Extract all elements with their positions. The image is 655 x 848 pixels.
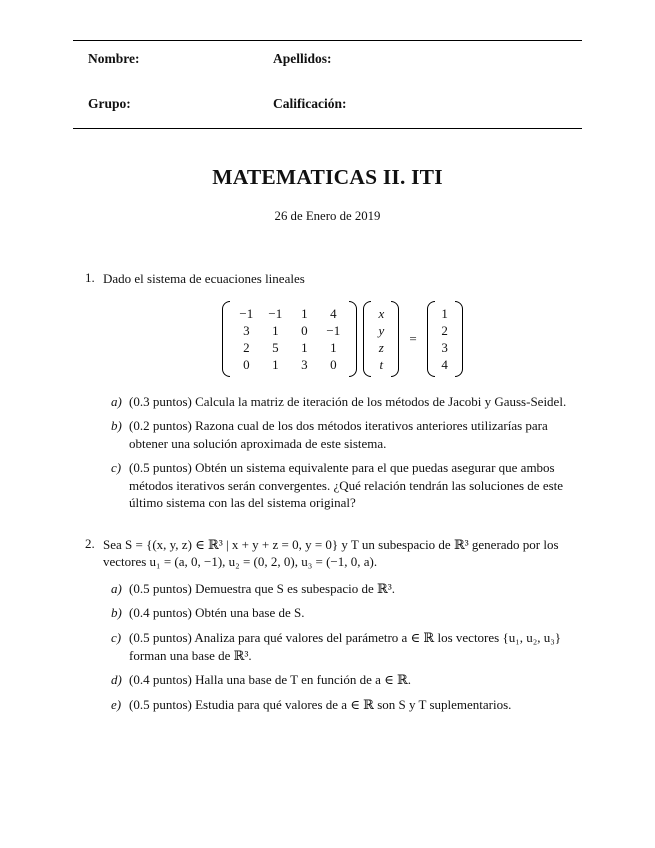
item-label: b) — [111, 418, 122, 434]
coefficient-matrix — [230, 301, 349, 377]
problem-2-intro: Sea S = {(x, y, z) ∈ ℝ³ | x + y + z = 0, y = 0} y T un subespacio de ℝ³ generado por los vectores u₁ = (a, 0, −1), u₂ = (0, 2, 0), u₃ = (−1, 0, a). — [103, 536, 559, 570]
matrix-cell: 3 — [301, 356, 308, 372]
list-item — [103, 696, 582, 714]
item-label: c) — [111, 630, 122, 646]
vector-cell: 2 — [441, 322, 448, 338]
vector-cell: z — [378, 339, 384, 355]
header-row-1 — [88, 51, 567, 67]
item-text: (0.5 puntos) Demuestra que S es subespacio de ℝ³. — [129, 580, 395, 596]
item-label: b) — [111, 605, 122, 621]
item-text: (0.2 puntos) Razona cual de los dos métodos iterativos anteriores utilizarías para obtener una solución aproximada de este sistema. — [129, 418, 548, 451]
list-item — [103, 671, 582, 689]
list-item — [103, 604, 582, 622]
list-item — [103, 580, 582, 598]
matrix-cell: 1 — [301, 339, 308, 355]
problem-2 — [73, 536, 582, 720]
matrix-right-paren — [349, 301, 357, 377]
problem-2-body — [103, 536, 582, 720]
problem-1-intro: Dado el sistema de ecuaciones lineales — [103, 271, 305, 286]
problem-2-number: 2. — [85, 535, 95, 551]
matrix-cell: 3 — [243, 322, 250, 338]
item-text: (0.4 puntos) Halla una base de T en función de a ∈ ℝ. — [129, 672, 412, 688]
header-row-2 — [88, 96, 567, 112]
problem-list — [73, 270, 582, 720]
rhs-right-paren — [455, 301, 463, 377]
item-label: a) — [111, 580, 122, 596]
matrix-cell: 2 — [243, 339, 250, 355]
matrix-cell: 0 — [243, 356, 250, 372]
apellidos-label: Apellidos: — [273, 51, 332, 66]
item-text: (0.5 puntos) Analiza para qué valores del parámetro a ∈ ℝ los vectores {u₁, u₂, u₃} forman una base de ℝ³. — [129, 630, 562, 663]
rhs-left-paren — [427, 301, 435, 377]
item-text: (0.5 puntos) Estudia para qué valores de a ∈ ℝ son S y T suplementarios. — [129, 696, 512, 712]
matrix-cell: 1 — [330, 339, 337, 355]
equals-sign: = — [409, 330, 417, 346]
vector-cell: 4 — [441, 356, 448, 372]
item-label: c) — [111, 460, 122, 476]
problem-1-items — [103, 393, 582, 512]
problem-1-body — [103, 270, 582, 519]
unknowns-right-paren — [391, 301, 399, 377]
matrix-cell: 1 — [272, 322, 279, 338]
nombre-label: Nombre: — [88, 51, 140, 66]
matrix-left-paren — [222, 301, 230, 377]
matrix-cell: −1 — [239, 305, 254, 321]
problem-1-number: 1. — [85, 270, 95, 285]
matrix-cell: 0 — [330, 356, 337, 372]
header-bottom-rule — [73, 128, 582, 129]
matrix-cell: −1 — [326, 322, 341, 338]
vector-cell: 1 — [441, 305, 448, 321]
rhs-vector — [435, 301, 455, 377]
problem-1 — [73, 270, 582, 519]
vector-cell: x — [378, 305, 385, 321]
problem-2-items — [103, 580, 582, 713]
item-label: d) — [111, 672, 122, 688]
matrix-cell: 0 — [301, 322, 308, 338]
matrix-cell: −1 — [268, 305, 283, 321]
matrix-equation — [103, 301, 582, 377]
page-title: MATEMATICAS II. ITI — [212, 165, 443, 189]
list-item — [103, 417, 582, 452]
exam-header — [73, 41, 582, 128]
grupo-label: Grupo: — [88, 96, 131, 111]
matrix-cell: 1 — [272, 356, 279, 372]
item-label: e) — [111, 696, 122, 712]
exam-date: 26 de Enero de 2019 — [274, 209, 381, 223]
unknowns-vector — [371, 301, 391, 377]
item-label: a) — [111, 393, 122, 409]
list-item — [103, 459, 582, 512]
matrix-cell: 1 — [301, 305, 308, 321]
vector-cell: 3 — [441, 339, 448, 355]
item-text: (0.4 puntos) Obtén una base de S. — [129, 605, 305, 621]
calificacion-label: Calificación: — [273, 96, 347, 111]
list-item — [103, 393, 582, 411]
item-text: (0.5 puntos) Obtén un sistema equivalente para el que puedas asegurar que ambos métodos iterativos serán convergentes. ¿Qué relación tendrán las soluciones de este último sistema con las del sistema original? — [129, 460, 564, 511]
unknowns-left-paren — [363, 301, 371, 377]
list-item — [103, 629, 582, 664]
vector-cell: t — [379, 356, 384, 372]
vector-cell: y — [378, 322, 385, 338]
matrix-cell: 5 — [272, 339, 279, 355]
matrix-cell: 4 — [330, 305, 337, 321]
item-text: (0.3 puntos) Calcula la matriz de iteración de los métodos de Jacobi y Gauss-Seidel. — [129, 393, 567, 409]
